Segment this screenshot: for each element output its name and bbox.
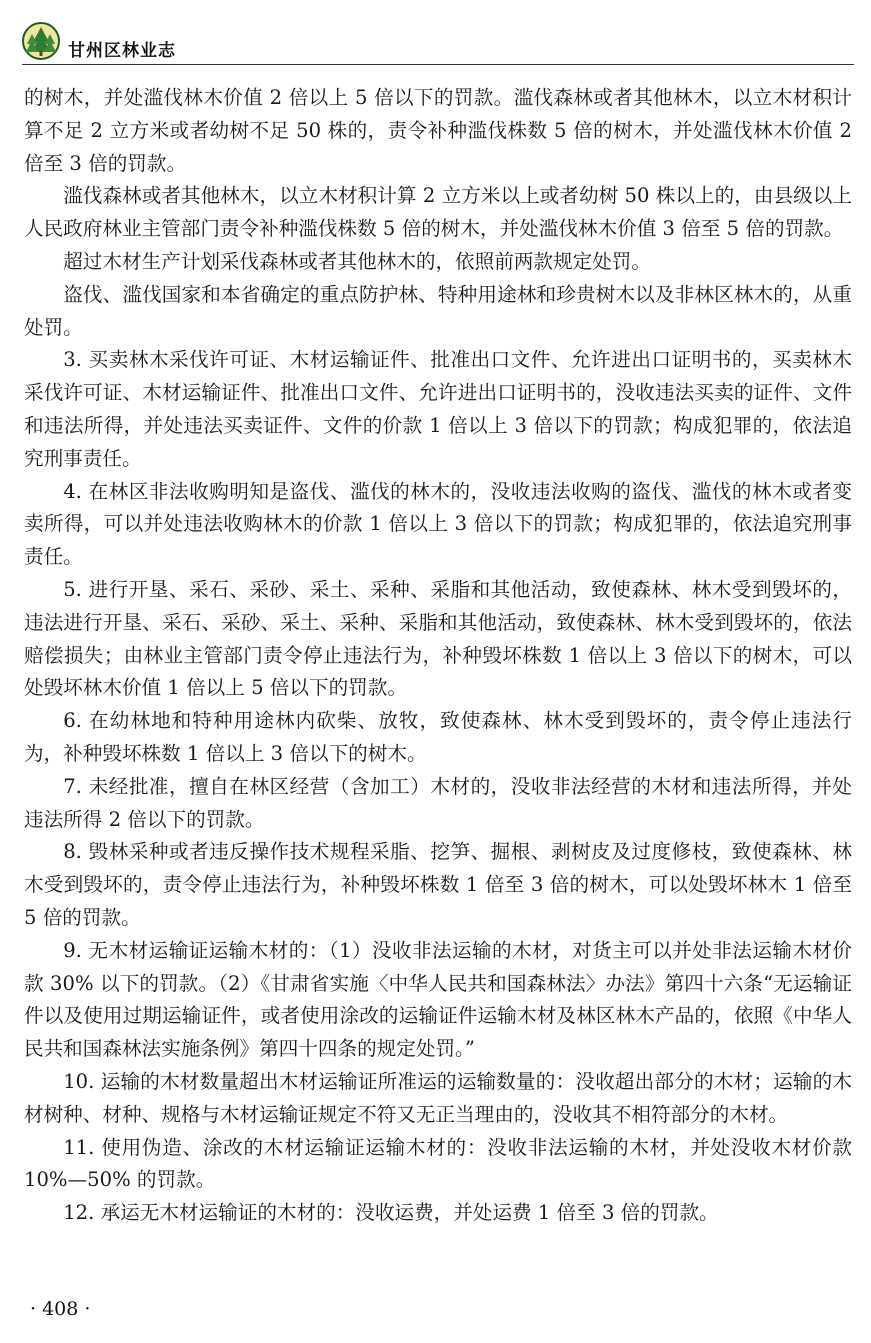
paragraph: 滥伐森林或者其他林木，以立木材积计算 2 立方米以上或者幼树 50 株以上的，由县级以上人民政府林业主管部门责令补种滥伐株数 5 倍的树木，并处滥伐林木价值 3 倍至 5 倍的罚款。 xyxy=(24,184,852,241)
list-item: 9. 无木材运输证运输木材的：（1）没收非法运输的木材，对货主可以并处非法运输木材价款 30% 以下的罚款。（2）《甘肃省实施〈中华人民共和国森林法〉办法》第四十六条“无运输证件以及使用过期运输证件，或者使用涂改的运输证件运输木材及林区林木产品的，依照《中华人民共和国森林法实施条例》第四十四条的规定处罚。” xyxy=(24,938,852,1061)
list-item: 7. 未经批准，擅自在林区经营（含加工）木材的，没收非法经营的木材和违法所得，并处违法所得 2 倍以下的罚款。 xyxy=(24,774,852,831)
body-text xyxy=(24,82,852,1230)
paragraph: 的树木，并处滥伐林木价值 2 倍以上 5 倍以下的罚款。滥伐森林或者其他林木，以立木材积计算不足 2 立方米或者幼树不足 50 株的，责令补种滥伐株数 5 倍的树木，并处滥伐林木价值 2 倍至 3 倍的罚款。 xyxy=(24,86,852,175)
paragraph: 超过木材生产计划采伐森林或者其他林木的，依照前两款规定处罚。 xyxy=(63,249,651,273)
list-item: 5. 进行开垦、采石、采砂、采土、采种、采脂和其他活动，致使森林、林木受到毁坏的，违法进行开垦、采石、采砂、采土、采种、采脂和其他活动，致使森林、林木受到毁坏的，依法赔偿损失；由林业主管部门责令停止违法行为，补种毁坏株数 1 倍以上 3 倍以下的树木，可以处毁坏林木价值 1 倍以上 5 倍以下的罚款。 xyxy=(24,577,852,700)
paragraph: 盗伐、滥伐国家和本省确定的重点防护林、特种用途林和珍贵树木以及非林区林木的，从重处罚。 xyxy=(24,282,852,339)
list-item: 8. 毁林采种或者违反操作技术规程采脂、挖笋、掘根、剥树皮及过度修枝，致使森林、林木受到毁坏的，责令停止违法行为，补种毁坏株数 1 倍至 3 倍的树木，可以处毁坏林木 1 倍至 5 倍的罚款。 xyxy=(24,840,852,929)
forest-tree-logo-icon xyxy=(22,22,60,60)
list-item: 11. 使用伪造、涂改的木材运输证运输木材的：没收非法运输的木材，并处没收木材价款 10%—50% 的罚款。 xyxy=(24,1135,852,1192)
list-item: 6. 在幼林地和特种用途林内砍柴、放牧，致使森林、林木受到毁坏的，责令停止违法行为，补种毁坏株数 1 倍以上 3 倍以下的树木。 xyxy=(24,709,852,765)
list-item: 4. 在林区非法收购明知是盗伐、滥伐的林木的，没收违法收购的盗伐、滥伐的林木或者变卖所得，可以并处违法收购林木的价款 1 倍以上 3 倍以下的罚款；构成犯罪的，依法追究刑事责任。 xyxy=(24,479,852,569)
page-header xyxy=(22,20,854,65)
book-title: 甘州区林业志 xyxy=(68,41,176,61)
list-item: 12. 承运无木材运输证的木材的：没收运费，并处运费 1 倍至 3 倍的罚款。 xyxy=(63,1201,719,1225)
list-item: 10. 运输的木材数量超出木材运输证所准运的运输数量的：没收超出部分的木材；运输的木材树种、材种、规格与木材运输证规定不符又无正当理由的，没收其不相符部分的木材。 xyxy=(24,1069,852,1126)
list-item: 3. 买卖林木采伐许可证、木材运输证件、批准出口文件、允许进出口证明书的，买卖林木采伐许可证、木材运输证件、批准出口文件、允许进出口证明书的，没收违法买卖的证件、文件和违法所得，并处违法买卖证件、文件的价款 1 倍以上 3 倍以下的罚款；构成犯罪的，依法追究刑事责任。 xyxy=(24,348,852,470)
page-number: · 408 · xyxy=(30,1298,91,1320)
